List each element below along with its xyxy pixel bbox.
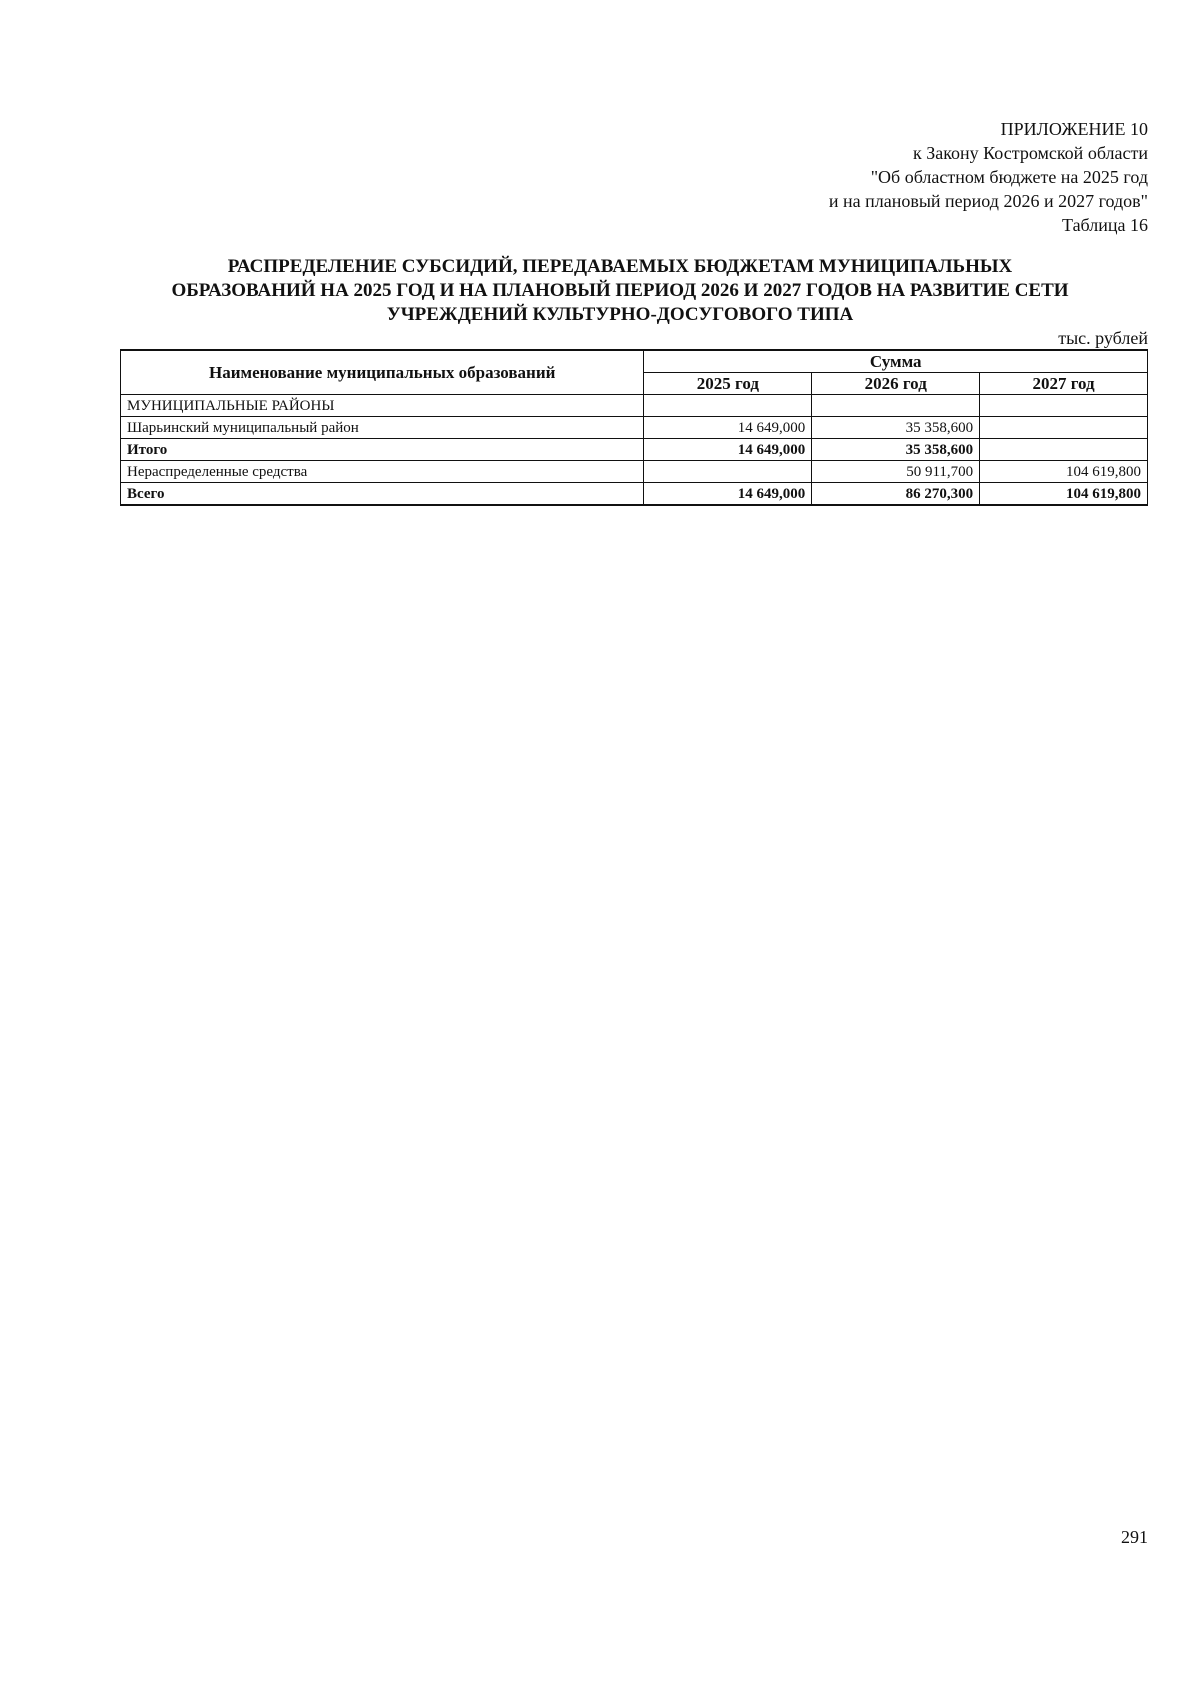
row-value-2027: 104 619,800	[980, 461, 1148, 483]
row-name: Нераспределенные средства	[121, 461, 644, 483]
row-name: Итого	[121, 439, 644, 461]
appendix-law-title: "Об областном бюджете на 2025 год	[870, 167, 1148, 187]
row-value-2025: 14 649,000	[644, 439, 812, 461]
units-label: тыс. рублей	[1058, 328, 1148, 348]
table-row-subtotal	[121, 439, 1148, 461]
row-value-2025	[644, 395, 812, 417]
row-value-2027	[980, 417, 1148, 439]
table-row-grand-total	[121, 483, 1148, 506]
row-value-2026: 35 358,600	[812, 417, 980, 439]
row-name: Шарьинский муниципальный район	[121, 417, 644, 439]
table-row	[121, 461, 1148, 483]
appendix-law-period: и на плановый период 2026 и 2027 годов"	[828, 191, 1148, 211]
title-line-1: РАСПРЕДЕЛЕНИЕ СУБСИДИЙ, ПЕРЕДАВАЕМЫХ БЮДЖЕТАМ МУНИЦИПАЛЬНЫХ	[227, 256, 1013, 277]
header-year-2027: 2027 год	[980, 373, 1148, 395]
appendix-number: ПРИЛОЖЕНИЕ 10	[1000, 119, 1148, 139]
row-value-2026: 50 911,700	[812, 461, 980, 483]
appendix-law-ref: к Закону Костромской области	[912, 143, 1148, 163]
title-line-3: УЧРЕЖДЕНИЙ КУЛЬТУРНО-ДОСУГОВОГО ТИПА	[386, 304, 854, 325]
row-value-2026: 86 270,300	[812, 483, 980, 506]
row-name: МУНИЦИПАЛЬНЫЕ РАЙОНЫ	[121, 395, 644, 417]
row-value-2027	[980, 395, 1148, 417]
header-year-2025: 2025 год	[644, 373, 812, 395]
document-title	[120, 255, 1120, 327]
table-row	[121, 395, 1148, 417]
row-value-2025: 14 649,000	[644, 417, 812, 439]
header-sum-group: Сумма	[644, 350, 1148, 373]
appendix-header	[448, 117, 1148, 237]
row-value-2027	[980, 439, 1148, 461]
header-year-2026: 2026 год	[812, 373, 980, 395]
row-value-2026: 35 358,600	[812, 439, 980, 461]
table-row	[121, 417, 1148, 439]
page-number: 291	[1121, 1527, 1148, 1547]
title-line-2: ОБРАЗОВАНИЙ НА 2025 ГОД И НА ПЛАНОВЫЙ ПЕРИОД 2026 И 2027 ГОДОВ НА РАЗВИТИЕ СЕТИ	[171, 280, 1069, 301]
row-value-2025	[644, 461, 812, 483]
subsidy-table	[120, 349, 1148, 506]
header-name-column: Наименование муниципальных образований	[121, 350, 644, 395]
row-value-2026	[812, 395, 980, 417]
row-value-2025: 14 649,000	[644, 483, 812, 506]
row-value-2027: 104 619,800	[980, 483, 1148, 506]
appendix-table-number: Таблица 16	[1062, 215, 1148, 235]
row-name: Всего	[121, 483, 644, 506]
